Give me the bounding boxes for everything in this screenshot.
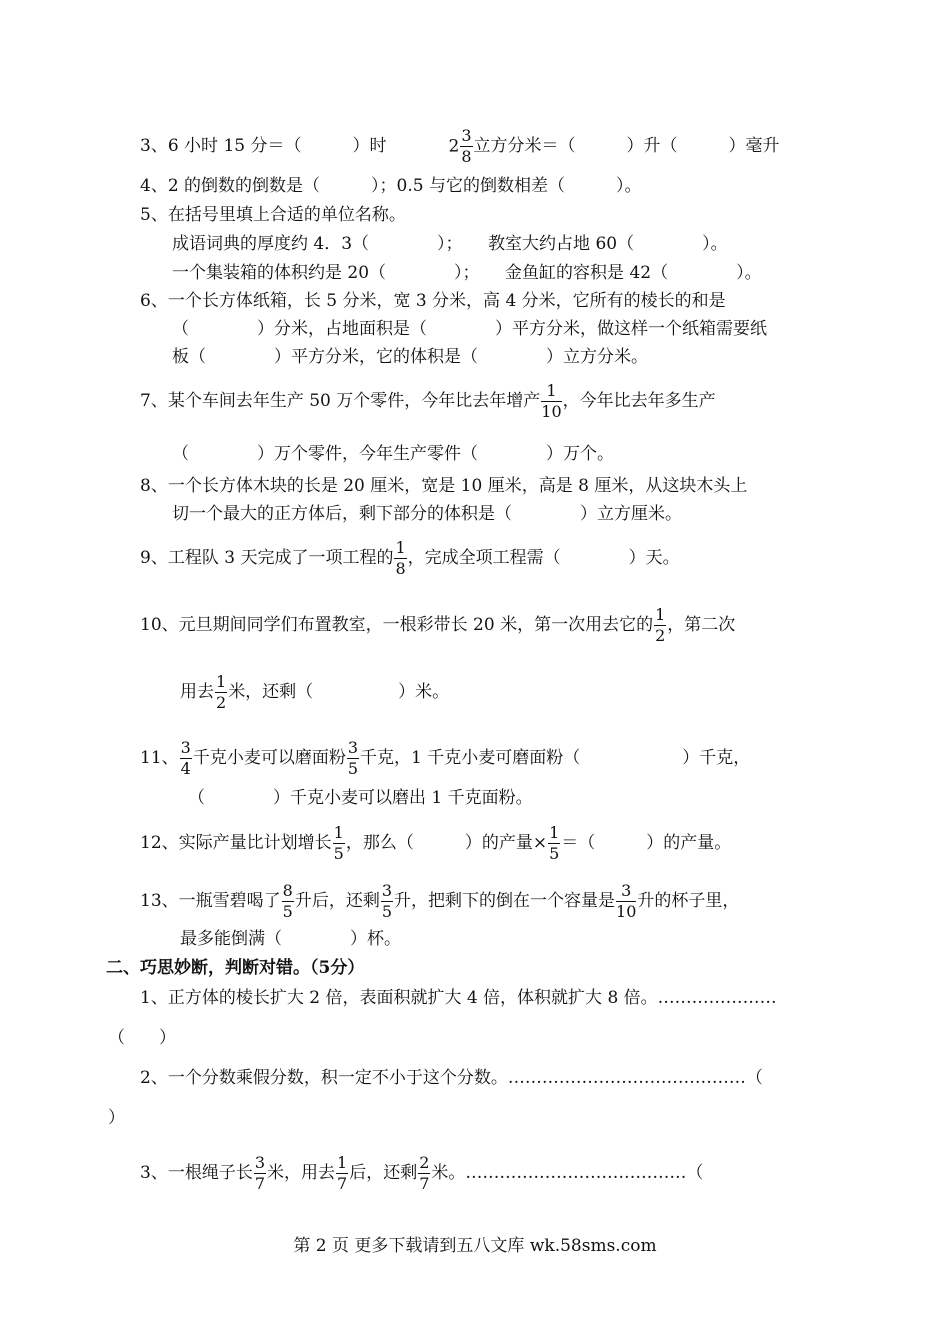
question-5-line-a: 成语词典的厚度约 4．3（ ）； 教室大约占地 60（ ）。 <box>172 234 728 254</box>
question-7-line-b: （ ）万个零件，今年生产零件（ ）万个。 <box>172 444 614 464</box>
judge-1: 1、正方体的棱长扩大 2 倍，表面积就扩大 4 倍，体积就扩大 8 倍。………………… <box>140 988 777 1008</box>
question-5: 5、在括号里填上合适的单位名称。 <box>140 205 406 225</box>
question-8: 8、一个长方体木块的长是 20 厘米，宽是 10 厘米，高是 8 厘米，从这块木头上 <box>140 476 748 496</box>
fraction: $\frac{3}{5}$ <box>347 738 359 778</box>
question-13: 13、一瓶雪碧喝了 $\frac{8}{5}$ 升后，还剩 $\frac{3}{5}$ 升，把剩下的倒在一个容量是 $\frac{3}{10}$ 升的杯子里， <box>140 881 740 921</box>
fraction: $\frac{3}{8}$ <box>461 126 472 166</box>
fraction: $\frac{1}{7}$ <box>337 1153 348 1193</box>
question-10-line-b: 用去 $\frac{1}{2}$ 米，还剩（ ）米。 <box>180 672 450 712</box>
question-10: 10、元旦期间同学们布置教室，一根彩带长 20 米，第一次用去它的 $\frac{1}{2}$ ，第二次 <box>140 605 736 645</box>
judge-3: 3、一根绳子长 $\frac{3}{7}$ 米，用去 $\frac{1}{7}$ 后，还剩 $\frac{2}{7}$ 米。…………………………………（ <box>140 1153 704 1193</box>
fraction: $\frac{1}{10}$ <box>541 381 562 421</box>
question-9: 9、工程队 3 天完成了一项工程的 $\frac{1}{8}$ ，完成全项工程需（ ）天。 <box>140 538 680 578</box>
judge-2-paren: ） <box>108 1108 125 1128</box>
question-4: 4、2 的倒数的倒数是（ ）；0.5 与它的倒数相差（ ）。 <box>140 176 642 196</box>
fraction: $\frac{3}{5}$ <box>381 881 393 921</box>
question-3: 3、6 小时 15 分＝（ ）时 2 $\frac{3}{8}$ 立方分米＝（ ）升（ ）毫升 <box>140 126 780 166</box>
fraction: $\frac{8}{5}$ <box>282 881 293 921</box>
question-6-line-b: （ ）分米，占地面积是（ ）平方分米，做这样一个纸箱需要纸 <box>172 319 767 339</box>
fraction: $\frac{1}{5}$ <box>333 823 344 863</box>
question-6-line-c: 板（ ）平方分米，它的体积是（ ）立方分米。 <box>172 347 648 367</box>
question-12: 12、实际产量比计划增长 $\frac{1}{5}$ ，那么（ ）的产量× $\frac{1}{5}$ ＝（ ）的产量。 <box>140 823 732 863</box>
fraction: $\frac{3}{4}$ <box>180 738 191 778</box>
fraction: $\frac{1}{2}$ <box>655 605 666 645</box>
question-13-line-b: 最多能倒满（ ）杯。 <box>180 929 401 949</box>
judge-1-paren: （ ） <box>108 1028 176 1048</box>
question-11: 11、 $\frac{3}{4}$ 千克小麦可以磨面粉 $\frac{3}{5}$ 千克，1 千克小麦可磨面粉（ ）千克， <box>140 738 751 778</box>
fraction: $\frac{1}{8}$ <box>395 538 406 578</box>
question-8-line-b: 切一个最大的正方体后，剩下部分的体积是（ ）立方厘米。 <box>172 504 682 524</box>
fraction: $\frac{1}{2}$ <box>216 672 227 712</box>
fraction: $\frac{1}{5}$ <box>549 823 560 863</box>
question-5-line-b: 一个集装箱的体积约是 20（ ）； 金鱼缸的容积是 42（ ）。 <box>172 263 762 283</box>
question-11-line-b: （ ）千克小麦可以磨出 1 千克面粉。 <box>188 788 533 808</box>
section-2-heading: 二、巧思妙断，判断对错。（5分） <box>106 958 365 978</box>
judge-2: 2、一个分数乘假分数，积一定不小于这个分数。……………………………………（ <box>140 1068 763 1088</box>
question-6: 6、一个长方体纸箱，长 5 分米，宽 3 分米，高 4 分米，它所有的棱长的和是 <box>140 291 726 311</box>
fraction: $\frac{3}{7}$ <box>254 1153 266 1193</box>
question-7: 7、某个车间去年生产 50 万个零件，今年比去年增产 $\frac{1}{10}$ ，今年比去年多生产 <box>140 381 716 421</box>
page-footer: 第 2 页 更多下载请到五八文库 wk.58sms.com <box>293 1236 657 1256</box>
fraction: $\frac{2}{7}$ <box>419 1153 430 1193</box>
fraction: $\frac{3}{10}$ <box>616 881 637 921</box>
